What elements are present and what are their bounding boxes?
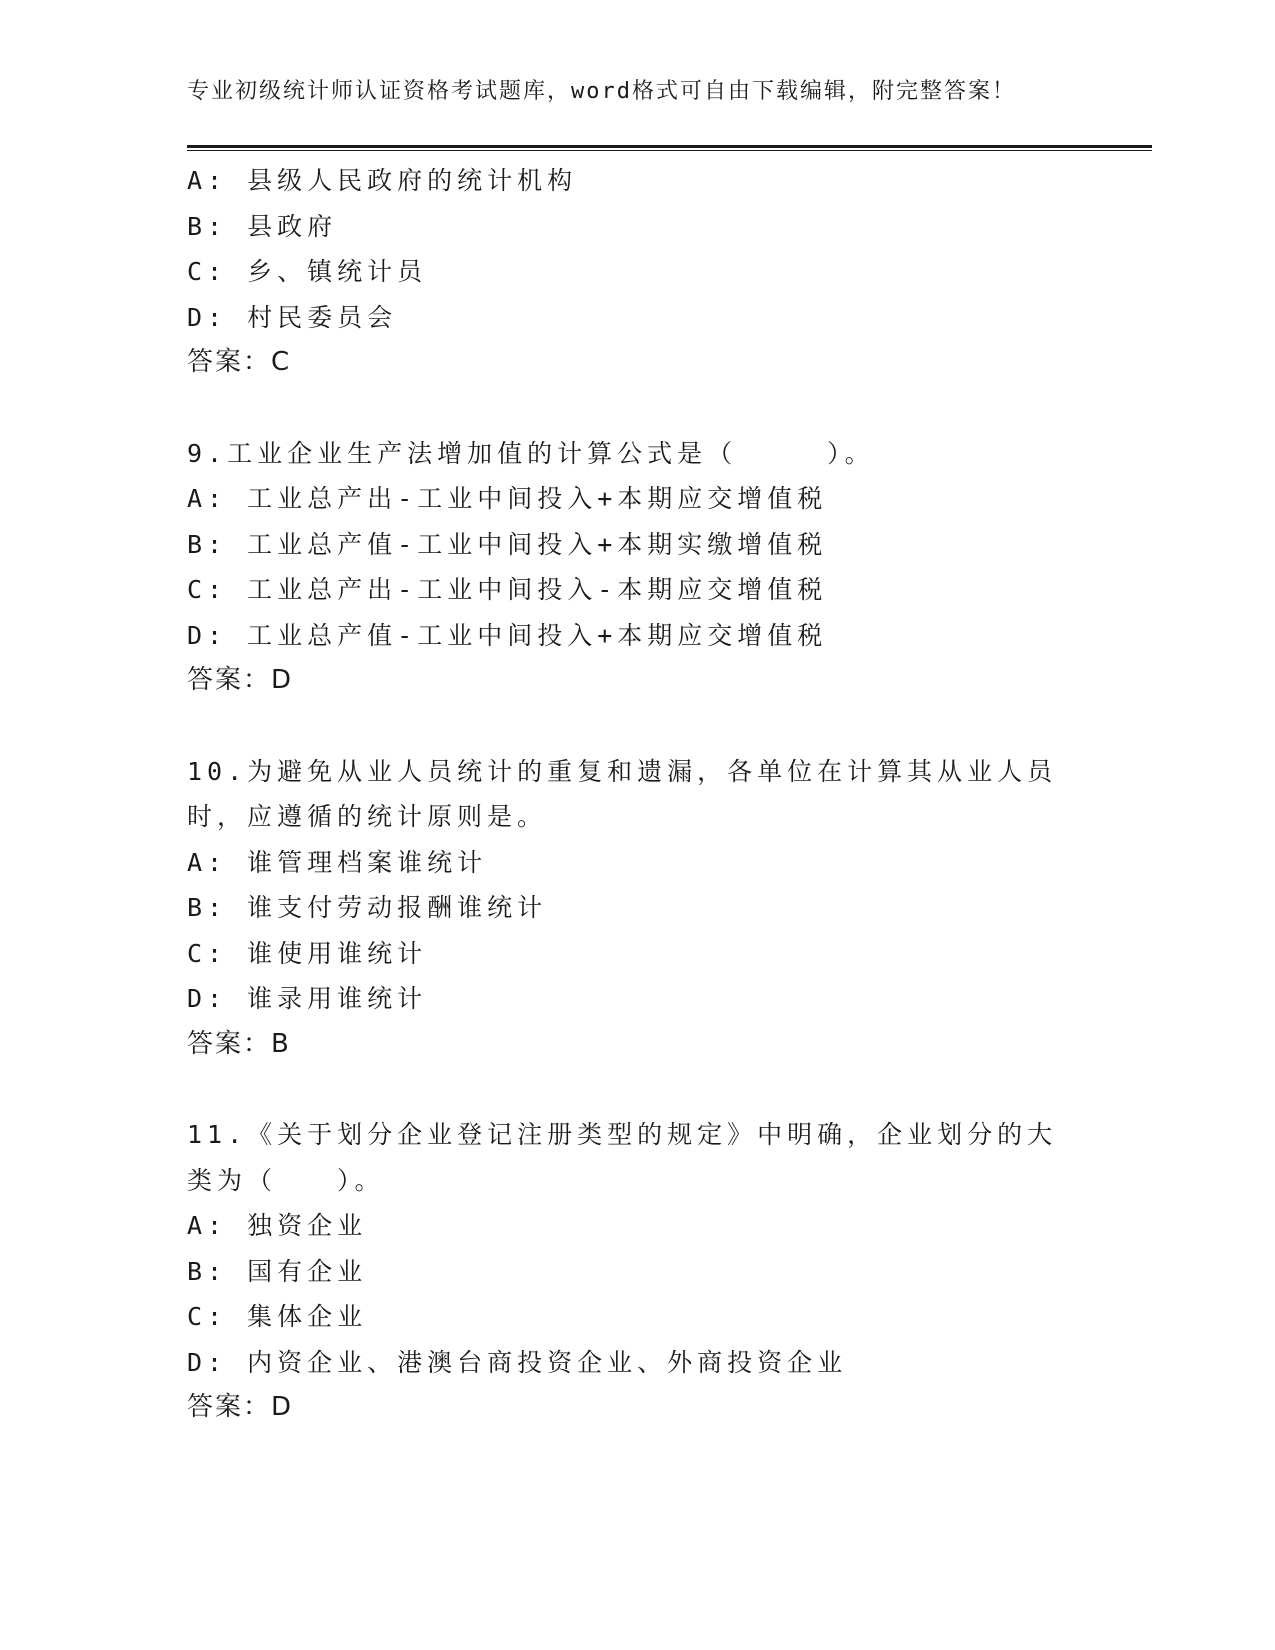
question-8 bbox=[187, 158, 1087, 386]
option-a: A: 工业总产出-工业中间投入+本期应交增值税 bbox=[187, 484, 828, 513]
answer: 答案：D bbox=[187, 1392, 294, 1422]
question-text: 10.为避免从业人员统计的重复和遗漏，各单位在计算其从业人员时，应遵循的统计原则是。 bbox=[187, 756, 1058, 831]
option-c: C: 集体企业 bbox=[187, 1302, 368, 1331]
header-rule-thick bbox=[187, 145, 1152, 148]
option-c: C: 谁使用谁统计 bbox=[187, 938, 428, 968]
page-header: 专业初级统计师认证资格考试题库，word格式可自由下载编辑，附完整答案！ bbox=[187, 79, 1016, 104]
option-b: B: 国有企业 bbox=[187, 1256, 368, 1286]
option-c: C: 工业总产出-工业中间投入-本期应交增值税 bbox=[187, 575, 828, 604]
question-list bbox=[187, 158, 1087, 1431]
question-text: 9.工业企业生产法增加值的计算公式是（ ）。 bbox=[187, 438, 875, 468]
answer: 答案：C bbox=[187, 347, 292, 377]
option-c: C: 乡、镇统计员 bbox=[187, 257, 428, 286]
option-d: D: 内资企业、港澳台商投资企业、外商投资企业 bbox=[187, 1347, 848, 1377]
answer: 答案：D bbox=[187, 665, 294, 695]
option-a: A: 县级人民政府的统计机构 bbox=[187, 166, 578, 195]
option-b: B: 谁支付劳动报酬谁统计 bbox=[187, 893, 548, 922]
option-d: D: 工业总产值-工业中间投入+本期应交增值税 bbox=[187, 620, 828, 650]
question-10 bbox=[187, 749, 1087, 1068]
option-d: D: 谁录用谁统计 bbox=[187, 984, 428, 1013]
option-a: A: 谁管理档案谁统计 bbox=[187, 847, 488, 877]
question-11 bbox=[187, 1112, 1087, 1431]
spacer bbox=[187, 386, 1087, 431]
option-b: B: 工业总产值-工业中间投入+本期实缴增值税 bbox=[187, 529, 828, 559]
question-text: 11.《关于划分企业登记注册类型的规定》中明确，企业划分的大类为（ ）。 bbox=[187, 1120, 1058, 1195]
option-a: A: 独资企业 bbox=[187, 1211, 368, 1240]
header-rule-thin bbox=[187, 150, 1152, 151]
answer: 答案：B bbox=[187, 1028, 291, 1059]
option-b: B: 县政府 bbox=[187, 211, 338, 241]
question-9 bbox=[187, 431, 1087, 704]
option-d: D: 村民委员会 bbox=[187, 302, 398, 332]
spacer bbox=[187, 1067, 1087, 1112]
spacer bbox=[187, 704, 1087, 749]
